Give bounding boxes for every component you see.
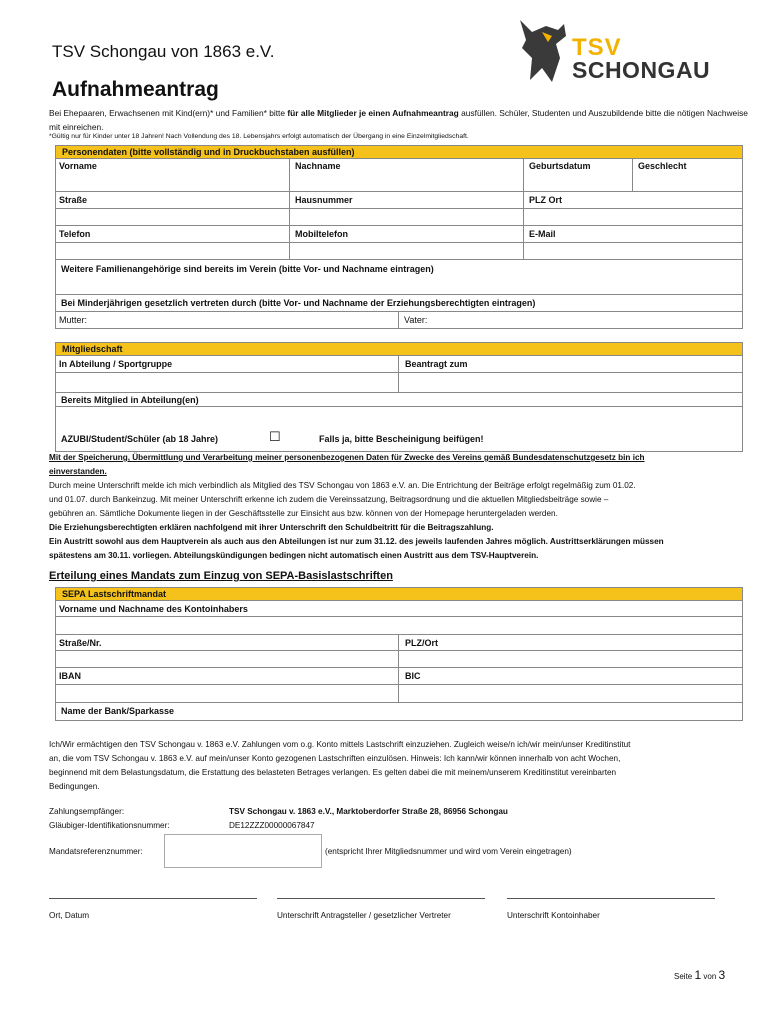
label-falls: Falls ja, bitte Bescheinigung beifügen! [319,434,484,444]
sepa-title: Erteilung eines Mandats zum Einzug von SEPA-Basislastschriften [49,570,393,582]
label-geschlecht: Geschlecht [638,161,687,171]
label-hausnummer: Hausnummer [295,195,353,205]
intro-part1: Bei Ehepaaren, Erwachsenen mit Kind(ern)* und Familien* bitte [49,108,288,118]
label-bank: Name der Bank/Sparkasse [61,706,175,716]
label-vorname: Vorname [59,161,97,171]
datenschutz-p2: und 01.07. durch Bankeinzug. Mit meiner Unterschrift erkenne ich zudem die Vereinssatzung, Beitragsordnung und die aktuellen Mitgliedsbeiträge sowie – [49,495,609,504]
datenschutz-p1: Durch meine Unterschrift melde ich mich verbindlich als Mitglied des TSV Schongau von 1863 e.V. an. Die Entrichtung der Beiträge erfolgt regelmäßig zum 01.02. [49,481,636,490]
divider [55,392,743,393]
label-iban: IBAN [59,671,81,681]
label-bereits: Bereits Mitglied in Abteilung(en) [61,395,199,405]
divider [55,667,743,668]
intro-text [49,106,749,134]
mandatsref-note: (entspricht Ihrer Mitgliedsnummer und wird vom Verein eingetragen) [325,847,572,856]
label-beantragt: Beantragt zum [405,359,468,369]
divider [55,616,743,617]
mandatsref-label: Mandatsreferenznummer: [49,847,143,856]
mandat-line4: Bedingungen. [49,782,100,791]
divider [55,311,743,312]
mandatsref-input[interactable] [164,834,322,868]
label-mutter: Mutter: [59,315,88,325]
label-abteilung: In Abteilung / Sportgruppe [59,359,173,369]
divider [398,311,399,329]
divider [55,372,743,373]
divider [55,684,743,685]
label-nachname: Nachname [295,161,341,171]
logo-schongau-text: SCHONGAU [572,57,711,83]
club-logo [512,18,717,88]
sepa-header: SEPA Lastschriftmandat [55,587,743,601]
empfaenger-label: Zahlungsempfänger: [49,807,125,816]
divider [398,356,399,392]
sepa-grid [55,601,743,721]
intro-note: *Gültig nur für Kinder unter 18 Jahren! Nach Vollendung des 18. Lebensjahrs erfolgt automatisch der Übergang in eine Einzelmitgliedschaft. [49,133,469,140]
divider [55,650,743,651]
mandat-line2: an, die vom TSV Schongau v. 1863 e.V. auf mein/unser Konto gezogenen Lastschriften einzulösen. Hinweis: Ich kann/wir können innerhalb von acht Wochen, [49,754,621,763]
divider [632,159,633,191]
label-plz-ort: PLZ Ort [529,195,562,205]
mitglied-header: Mitgliedschaft [55,342,743,356]
label-mobiltelefon: Mobiltelefon [295,229,348,239]
datenschutz-line1: Mit der Speicherung, Übermittlung und Verarbeitung meiner personenbezogenen Daten für Zwecke des Vereins gemäß Bundesdatenschutzgesetz bin ich [49,453,645,462]
label-azubi: AZUBI/Student/Schüler (ab 18 Jahre) [61,434,219,444]
label-email: E-Mail [529,229,556,239]
glaeubiger-value: DE12ZZZ00000067847 [229,821,315,830]
label-minderjaehrig: Bei Minderjährigen gesetzlich vertreten durch (bitte Vor- und Nachname der Erziehungsberechtigten eintragen) [61,298,536,308]
divider [289,159,290,259]
intro-part2: ausfüllen. Schüler, Studenten und Auszubildende bitte die nötigen Nachweise mit einreichen. [49,108,748,132]
datenschutz-p3: gebühren an. Sämtliche Dokumente liegen in der Geschäftsstelle zur Einsicht aus bzw. können von der Homepage heruntergeladen werden. [49,509,558,518]
signature-line-antrag[interactable] [277,898,485,899]
divider [55,225,743,226]
datenschutz-p4: Die Erziehungsberechtigten erklären nachfolgend mit ihrer Unterschrift den Schuldbeitritt für die Beitragszahlung. [49,523,494,532]
sepa-section [55,587,743,721]
intro-bold: für alle Mitglieder je einen Aufnahmeantrag [287,108,459,118]
knight-logo-icon [512,18,572,88]
divider [55,191,743,192]
person-section [55,145,743,329]
footer-total: 3 [718,968,726,982]
label-geburtsdatum: Geburtsdatum [529,161,591,171]
label-kontoinhaber: Vorname und Nachname des Kontoinhabers [59,604,248,614]
person-header: Personendaten (bitte vollständig und in Druckbuchstaben ausfüllen) [55,145,743,159]
mandat-text [49,738,749,794]
divider [55,259,743,260]
page-title: Aufnahmeantrag [52,78,219,101]
signature-ort-label: Ort, Datum [49,911,90,920]
mandat-line3: beginnend mit dem Belastungsdatum, die Erstattung des belasteten Betrages verlangen. Es gelten dabei die mit meinem/unserem Kreditinstitut vereinbarten [49,768,617,777]
datenschutz-line2: einverstanden. [49,467,107,476]
glaeubiger-label: Gläubiger-Identifikationsnummer: [49,821,170,830]
divider [55,294,743,295]
azubi-checkbox[interactable]: ☐ [269,429,281,444]
mandat-line1: Ich/Wir ermächtigen den TSV Schongau v. 1863 e.V. Zahlungen vom o.g. Konto mittels Lastschrift einzuziehen. Zugleich weise/n ich/wir mein/unser Kreditinstitut [49,740,631,749]
label-telefon: Telefon [59,229,91,239]
label-bic: BIC [405,671,421,681]
datenschutz-p6: spätestens am 30.11. vorliegen. Abteilungskündigungen bedingen nicht automatisch einen Austritt aus dem TSV-Hauptverein. [49,551,539,560]
divider [523,159,524,259]
footer-von: von [703,972,717,981]
mitglied-section [55,342,743,452]
divider [55,242,743,243]
divider [55,406,743,407]
page-number [674,968,725,982]
empfaenger-value: TSV Schongau v. 1863 e.V., Marktoberdorfer Straße 28, 86956 Schongau [229,807,508,816]
footer-seite: Seite [674,972,693,981]
divider [55,208,743,209]
label-sepa-plz-ort: PLZ/Ort [405,638,438,648]
label-familie: Weitere Familienangehörige sind bereits im Verein (bitte Vor- und Nachname eintragen) [61,264,434,274]
divider [55,634,743,635]
datenschutz-text [49,451,749,563]
datenschutz-p5: Ein Austritt sowohl aus dem Hauptverein als auch aus den Abteilungen ist nur zum 31.12. des jeweils laufenden Jahres möglich. Austrittserklärungen müssen [49,537,664,546]
signature-konto-label: Unterschrift Kontoinhaber [507,911,600,920]
club-name: TSV Schongau von 1863 e.V. [52,42,275,61]
logo-tsv-text: TSV [572,34,622,61]
divider [398,634,399,702]
label-strasse: Straße [59,195,88,205]
label-vater: Vater: [404,315,428,325]
divider [55,702,743,703]
footer-page: 1 [694,968,702,982]
signature-line-ort[interactable] [49,898,257,899]
signature-line-konto[interactable] [507,898,715,899]
label-sepa-strasse: Straße/Nr. [59,638,102,648]
signature-antrag-label: Unterschrift Antragsteller / gesetzlicher Vertreter [277,911,451,920]
